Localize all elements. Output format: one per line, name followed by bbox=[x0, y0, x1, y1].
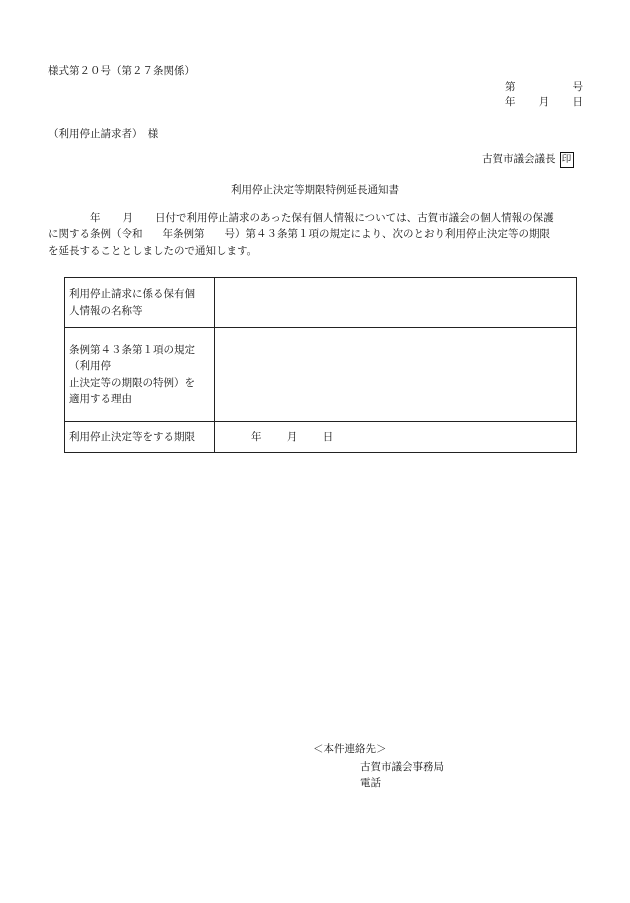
row2-label bbox=[65, 328, 215, 422]
document-title: 利用停止決定等期限特例延長通知書 bbox=[231, 184, 399, 196]
contact-office: 古賀市議会事務局 bbox=[360, 761, 444, 773]
body-line-2 bbox=[48, 226, 588, 242]
row3-label: 利用停止決定等をする期限 bbox=[65, 422, 215, 453]
document-number-line bbox=[505, 80, 583, 96]
table-row bbox=[65, 422, 577, 453]
row1-label-line: 利用停止請求に係る保有個 bbox=[69, 288, 195, 301]
body-line-1-text: 日付で利用停止請求のあった保有個人情報については、古賀市議会の個人情報の保護 bbox=[155, 212, 554, 224]
body-month: 月 bbox=[122, 212, 133, 224]
body-text bbox=[48, 210, 588, 259]
body-year: 年 bbox=[90, 212, 101, 224]
contact-phone: 電話 bbox=[360, 777, 381, 789]
row2-label-line: （利用停 bbox=[69, 360, 111, 373]
info-table bbox=[64, 277, 577, 453]
date-month: 月 bbox=[538, 96, 550, 108]
row1-label bbox=[65, 278, 215, 328]
row2-value bbox=[215, 328, 577, 422]
row1-value bbox=[215, 278, 577, 328]
deadline-year: 年 bbox=[251, 430, 262, 443]
number-prefix: 第 bbox=[505, 81, 516, 93]
date-year: 年 bbox=[505, 96, 516, 108]
body-line-2-a: に関する条例（令和 bbox=[48, 228, 143, 241]
row2-label-line: 条例第４３条第１項の規定 bbox=[69, 343, 195, 356]
table-row bbox=[65, 278, 577, 328]
date-day: 日 bbox=[572, 96, 583, 108]
table-row bbox=[65, 328, 577, 422]
number-suffix: 号 bbox=[572, 81, 583, 93]
row2-label-line: 適用する理由 bbox=[69, 392, 132, 405]
body-line-1 bbox=[48, 210, 588, 226]
addressee: （利用停止請求者） 様 bbox=[48, 128, 159, 140]
deadline-day: 日 bbox=[322, 430, 334, 443]
sender-name: 古賀市議会議長 bbox=[482, 153, 556, 166]
seal-mark: 印 bbox=[560, 152, 574, 168]
row3-value bbox=[215, 422, 577, 453]
document-date-line bbox=[505, 95, 583, 111]
body-line-2-c: 号）第４３条第１項の規定により、次のとおり利用停止決定等の期限 bbox=[224, 228, 550, 241]
body-line-2-b: 年条例第 bbox=[162, 228, 205, 241]
sender bbox=[482, 152, 574, 168]
body-line-3: を延長することとしましたので通知します。 bbox=[48, 244, 258, 257]
contact-heading: ＜本件連絡先＞ bbox=[313, 743, 387, 755]
row2-label-line: 止決定等の期限の特例）を bbox=[69, 376, 195, 389]
deadline-month: 月 bbox=[286, 430, 298, 443]
row1-label-line: 人情報の名称等 bbox=[69, 304, 143, 317]
form-number: 様式第２０号（第２７条関係） bbox=[48, 65, 195, 77]
